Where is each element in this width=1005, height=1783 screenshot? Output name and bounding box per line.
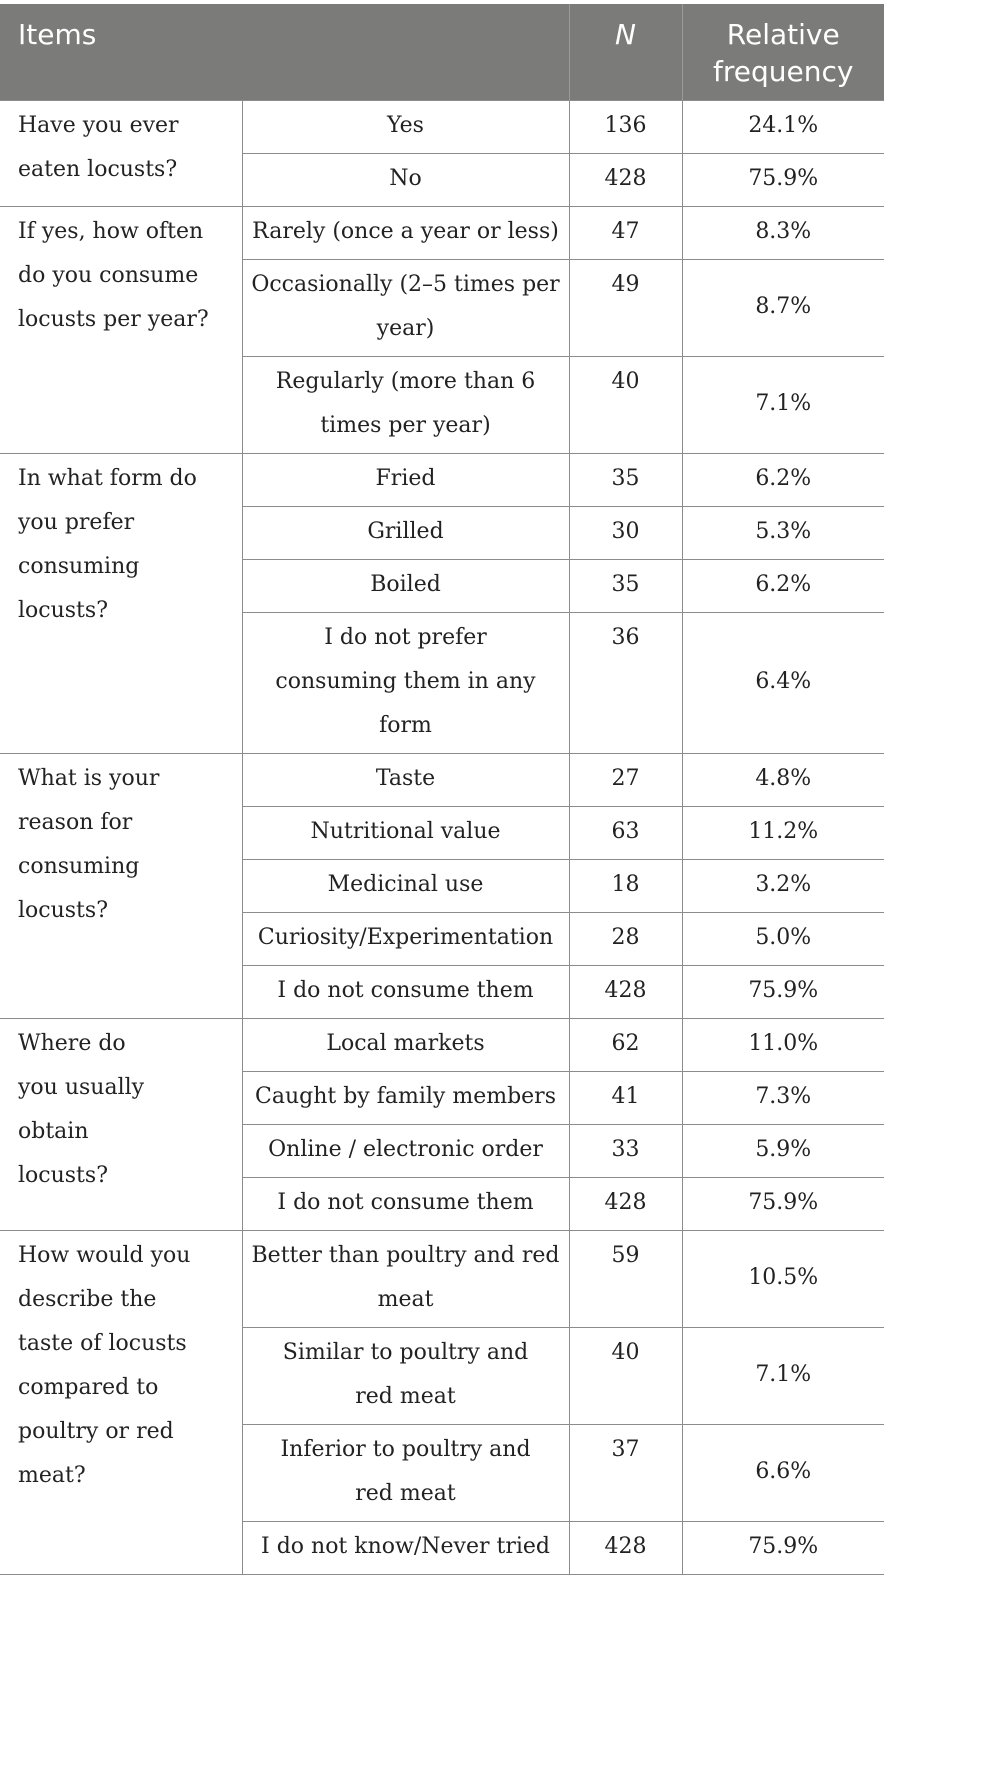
relative-frequency-cell: 75.9% — [682, 153, 884, 206]
option-cell — [242, 259, 569, 356]
relative-frequency-cell: 7.1% — [682, 356, 884, 453]
relative-frequency-cell: 6.6% — [682, 1424, 884, 1521]
table-row — [0, 753, 884, 806]
n-cell: 428 — [569, 965, 682, 1018]
option-cell — [242, 153, 569, 206]
question-cell: Have you ever eaten locusts? — [0, 100, 242, 206]
n-cell: 28 — [569, 912, 682, 965]
option-cell — [242, 100, 569, 153]
option-label: Caught by family members — [255, 1083, 556, 1109]
n-cell: 47 — [569, 206, 682, 259]
option-cell — [242, 912, 569, 965]
option-cell — [242, 559, 569, 612]
relative-frequency-cell: 5.3% — [682, 506, 884, 559]
option-cell — [242, 1071, 569, 1124]
n-cell: 49 — [569, 259, 682, 356]
relative-frequency-cell: 75.9% — [682, 1521, 884, 1574]
n-cell: 30 — [569, 506, 682, 559]
option-label: I do not prefer consuming them in any form — [275, 624, 536, 738]
option-cell — [242, 753, 569, 806]
relative-frequency-cell: 6.4% — [682, 612, 884, 753]
option-label: Medicinal use — [327, 871, 484, 897]
option-label: Occasionally (2–5 times per year) — [251, 271, 560, 341]
table-row — [0, 100, 884, 153]
n-cell: 136 — [569, 100, 682, 153]
table-row — [0, 206, 884, 259]
n-cell: 428 — [569, 1521, 682, 1574]
relative-frequency-cell: 24.1% — [682, 100, 884, 153]
relative-frequency-cell: 6.2% — [682, 559, 884, 612]
relative-frequency-cell: 10.5% — [682, 1230, 884, 1327]
n-cell: 33 — [569, 1124, 682, 1177]
question-cell: What is your reason for consuming locusts? — [0, 753, 242, 1018]
n-cell: 62 — [569, 1018, 682, 1071]
option-label: I do not consume them — [277, 1189, 534, 1215]
option-cell — [242, 612, 569, 753]
table-row — [0, 1230, 884, 1327]
option-label: I do not know/Never tried — [261, 1533, 550, 1559]
relative-frequency-cell: 8.3% — [682, 206, 884, 259]
n-cell: 37 — [569, 1424, 682, 1521]
option-label: Curiosity/Experimentation — [257, 924, 554, 950]
option-label: Better than poultry and red meat — [251, 1242, 560, 1312]
option-cell — [242, 1230, 569, 1327]
table-body — [0, 100, 884, 1574]
relative-frequency-cell: 4.8% — [682, 753, 884, 806]
option-label: Similar to poultry and red meat — [282, 1339, 529, 1409]
option-label: Rarely (once a year or less) — [252, 218, 559, 244]
option-cell — [242, 1327, 569, 1424]
option-cell — [242, 453, 569, 506]
option-cell — [242, 1018, 569, 1071]
header-row — [0, 4, 884, 100]
relative-frequency-cell: 6.2% — [682, 453, 884, 506]
relative-frequency-cell: 8.7% — [682, 259, 884, 356]
relative-frequency-cell: 7.1% — [682, 1327, 884, 1424]
n-cell: 59 — [569, 1230, 682, 1327]
n-cell: 35 — [569, 559, 682, 612]
table-row — [0, 1018, 884, 1071]
header-items: Items — [0, 4, 569, 100]
n-cell: 36 — [569, 612, 682, 753]
option-label: Taste — [375, 765, 436, 791]
relative-frequency-cell: 3.2% — [682, 859, 884, 912]
n-cell: 41 — [569, 1071, 682, 1124]
header-relative-frequency: Relative frequency — [682, 4, 884, 100]
option-cell — [242, 206, 569, 259]
option-label: Nutritional value — [310, 818, 501, 844]
n-cell: 63 — [569, 806, 682, 859]
option-cell — [242, 506, 569, 559]
question-cell: In what form do you prefer consuming locusts? — [0, 453, 242, 753]
relative-frequency-cell: 11.2% — [682, 806, 884, 859]
option-label: Boiled — [370, 571, 441, 597]
option-label: Online / electronic order — [268, 1136, 543, 1162]
option-label: No — [389, 165, 422, 191]
option-cell — [242, 1177, 569, 1230]
n-cell: 18 — [569, 859, 682, 912]
relative-frequency-cell: 75.9% — [682, 1177, 884, 1230]
option-label: Inferior to poultry and red meat — [280, 1436, 531, 1506]
table-row — [0, 453, 884, 506]
option-label: I do not consume them — [277, 977, 534, 1003]
relative-frequency-cell: 75.9% — [682, 965, 884, 1018]
option-cell — [242, 1424, 569, 1521]
n-cell: 27 — [569, 753, 682, 806]
option-label: Local markets — [326, 1030, 485, 1056]
question-cell: How would you describe the taste of locusts compared to poultry or red meat? — [0, 1230, 242, 1574]
option-cell — [242, 806, 569, 859]
option-label: Regularly (more than 6 times per year) — [275, 368, 536, 438]
question-cell: Where do you usually obtain locusts? — [0, 1018, 242, 1230]
relative-frequency-cell: 5.0% — [682, 912, 884, 965]
option-label: Fried — [375, 465, 436, 491]
option-label: Yes — [387, 112, 424, 138]
n-cell: 428 — [569, 1177, 682, 1230]
relative-frequency-cell: 7.3% — [682, 1071, 884, 1124]
survey-table — [0, 4, 884, 1575]
n-cell: 40 — [569, 1327, 682, 1424]
header-n: N — [569, 4, 682, 100]
option-label: Grilled — [367, 518, 444, 544]
option-cell — [242, 859, 569, 912]
relative-frequency-cell: 5.9% — [682, 1124, 884, 1177]
option-cell — [242, 356, 569, 453]
n-cell: 40 — [569, 356, 682, 453]
n-cell: 35 — [569, 453, 682, 506]
option-cell — [242, 1521, 569, 1574]
relative-frequency-cell: 11.0% — [682, 1018, 884, 1071]
option-cell — [242, 965, 569, 1018]
option-cell — [242, 1124, 569, 1177]
n-cell: 428 — [569, 153, 682, 206]
question-cell: If yes, how often do you consume locusts per year? — [0, 206, 242, 453]
